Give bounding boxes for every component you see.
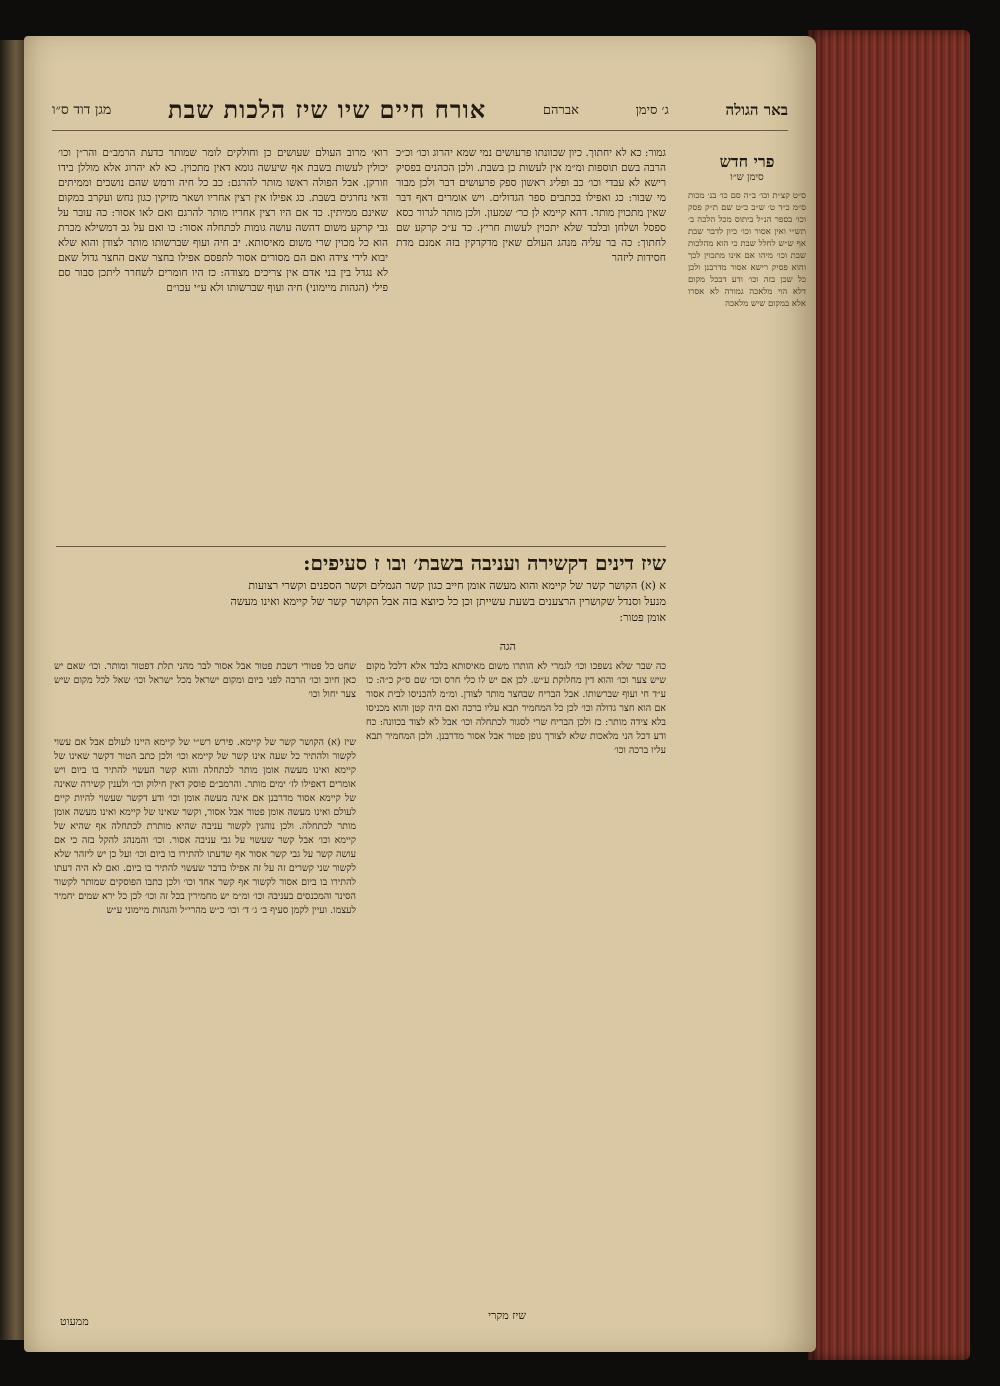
running-header	[52, 90, 788, 131]
left-commentary-label: אברהם	[542, 103, 579, 118]
margin-title: פרי חדש	[719, 152, 775, 171]
running-title: אורח חיים שיו שיז הלכות שבת	[167, 95, 487, 124]
main-column-1	[396, 146, 666, 266]
lower-commentary-a	[366, 660, 666, 758]
lower-commentary-a-text: כה שבר שלא נשפכו וכו׳ לגמרי לא הותרו משום מאיסותא בלבד אלא דלכל מקום שיש צער וכו׳ והוא דין מחלוקת ע״ש. לכן אם יש לו כלי חרס וכו׳ שם ס״ק כ״ה: כו ע״ד חי ועוף שברשותו. אבל הבריח שבחצר מותר לצודן. ומ״מ להכניסו לבית אסור אם הוא חצר גדולה וכו׳ לכן כל המחמיר תבא עליו ברכה ואם היה קטן והוא מכניסו בלא צידה מותר: כז ולכן הבריח שרי לסגור לכתחלה וכו׳ אבל לא לצוד בכוונה: כח ודע דכל הני מלאכות שלא לצורך גופן פטור אבל אסור מדרבנן. ולכן המחמיר תבא עליו ברכה וכו׳	[366, 661, 666, 756]
siman-label: ג׳ סימן	[635, 103, 669, 118]
margin-siman: סימן ש״ו	[730, 172, 764, 183]
book-fore-edge	[808, 30, 970, 1360]
margin-column	[688, 146, 806, 310]
hagah-label: הגה	[499, 640, 516, 653]
margin-commentary-label: באר הגולה	[725, 100, 788, 119]
main-column-1-text: גמור: כא לא יחתוך. כיון שכוונתו פרעושים נמי שמא יהרוג וכו׳ וכ״כ הרבה בשם תוספות ומ״מ אין לעשות כן בשבת. ולכן הכהנים בפסיק רישא לא עבדי וכו׳ כב ופליג ראשון ספק פרעושים דבר ולכן מבור מי שבור: כג ואפילו בכתבים ספר הגדולים. ויש אומרים דאף דבר שאין מתכוין מותר. דהא קיימא לן כר׳ שמעון. ולכן מותר לגרור כסא ספסל ושלחן ובלבד שלא יתכוין לעשות חריץ. כד ע״כ קרקע שם לחתוך: כה בר עליה מנהג העולם שאין מדקדקין בזה אמנם מדת חסידות ליזהר	[396, 147, 666, 264]
section-title: שיז דינים דקשירה ועניבה בשבת׳ ובו ז סעיפים:	[56, 546, 666, 576]
right-commentary-label: מגן דוד ס״ו	[52, 101, 112, 118]
lower-commentary-b	[54, 660, 356, 702]
seif-text: א (א) הקושר קשר של קיימא והוא מעשה אומן חייב כגון קשר הגמלים וקשר הספנים וקשרי רצועות מנעל וסנדל שקושרין הרצענים בשעת עשייתן וכן כל כיוצא בזה אבל הקושר קשר של קיימא ואינו מעשה אומן פטור:	[230, 579, 666, 624]
lower-commentary-c	[54, 736, 356, 918]
book-page	[24, 36, 816, 1352]
main-column-2-text: רוא׳ מרוב העולם שעושים כן וחולקים לומר שמותר כדעת הרמב״ם והר״ן וכו׳ יכולין לעשות בשבת אף שיעשה גומא דאין מתכוין. כא לא יהרוג אלא מוללן בידו וזורקן. אבל הפולה ראשו מותר להרגם: כב כל חיה ורמש שהם נושכים וממיתים ודאי נחרגים בשבת. כג אפילו אין רצין אחריו ושאר מזיקין כגון נחש ועקרב במקום שאינם ממיתין. כד אם היו רצין אחריו מותר להרגם ואם לאו אסור: כה עובר על גבי קרקע משום דהשה עושה גומות לכתחלה אסור: כו ואם על גב דמשילא מכרת הוא כל מכוין שרי משום מאיסותא. יב חיה ועוף שברשותו מותר לצודן והוא שלא יבוא לידי צידה ואם הם מסורים אסור לתפסם אפילו בחצר שאם החצר גדול שאם לא נגדל בין בני אדם אין צריכים מצודה: כז היו חומרים לשחרר ליתכן סבור סם פילי (הגהות מיימוני) חיה ועוף שברשותו ולא ע״י עכו״ם	[58, 147, 388, 294]
margin-text: ס״ט קצ״ת וכו׳ ב״ה סם כו׳ בנ׳ מכות ס״מ כ״ד ט׳ ש״ב כ״ט שם ת״ק פסק וכו׳ בספר הנ״ל ביתוס מכל הלכה ב׳ תש״י ואין אסור וכו׳ כיון לדבר שבת אף ש״ש לחלל שבת כי הוא מהלכות שבת וכו׳ מיהו אם אינו מתכוין לכך והוא פסיק רישא אסור מדרבנן ולכן כל שכן בזה וכו׳ ודע דבכל מקום דלא הוי מלאכה גמורה לא אסרו אלא במקום שיש מלאכה	[688, 191, 806, 309]
main-column-2	[58, 146, 388, 296]
footer-signature: שיז מקרי	[488, 1309, 526, 1322]
footer-catchword: ממעוט	[60, 1315, 89, 1328]
lower-commentary-b-text: שחט כל פטורי דשבת פטור אבל אסור לבר מהני תלת דפטור ומותר. וכו׳ שאם יש כאן חיוב וכו׳ הרבה לפני ביום ומקום ישראל מכל ישראל וכו׳ שאל לכל מקום שיש צער יחול וכו׳	[54, 661, 356, 700]
lower-commentary-c-text: שיז (א) הקושר קשר של קיימא. פירש רש״י של קיימא היינו לעולם אבל אם עשוי לקשור ולהתיר כל שעה אינו קשר של קיימא וכו׳ ולכן כתב הטור דקשר שאינו של קיימא ואינו מעשה אומן מותר לכתחלה והוא קשר העשוי להתיר בו ביום ויש אומרים דאפילו לז׳ ימים מותר. והרמב״ם פוסק דאין חילוק וכו׳ ולענין קשירה שאינה של קיימא אסור מדרבנן אם אינה מעשה אומן וכו׳ ודע דקשר שעשוי להיות קיים לעולם ואינו מעשה אומן פטור אבל אסור, וקשר שאינו של קיימא ואינו מעשה אומן מותר לכתחלה. ולכן נוהגין לקשור עניבה שהיא מותרת לכתחלה אף שהיא של קיימא וכו׳ אבל קשר שעשוי על גבי עניבה אסור. וכו׳ והמנהג להקל בזה כי אם עושה קשר על גבי קשר אסור אף שדעתו להתירו בו ביום וכו׳ ועל כן יש ליזהר שלא לקשור שני קשרים זה על זה אפילו בדבר שעשוי להתיר בו ביום. ואם לא היה דעתו להתירו בו ביום אסור לקשור אף קשר אחד וכו׳ ולכן כתבו הפוסקים שמותר לקשור הסינר והמכנסים בעניבה וכו׳ ומ״מ יש מחמירין בכל זה וכו׳ לכן כל ירא שמים יחמיר לעצמו. ועיין לקמן סעיף ב׳ ג׳ ד׳ וכו׳ כ״ש מהרי״ל והגהות מיימוני ע״ש	[54, 737, 356, 916]
